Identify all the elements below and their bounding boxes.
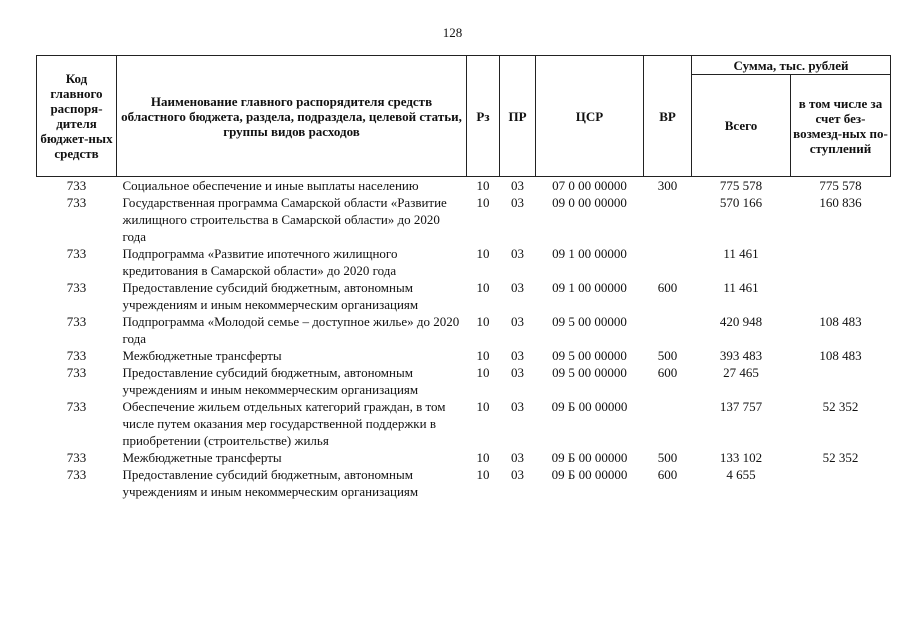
row-csr: 09 Б 00 00000	[551, 467, 628, 482]
row-pr: 03	[511, 246, 524, 261]
row-name: Предоставление субсидий бюджетным, автономным учреждениям и иным некоммерческим организациям	[122, 365, 419, 397]
row-free	[791, 245, 891, 279]
row-name: Подпрограмма «Молодой семье – доступное жилье» до 2020 года	[122, 314, 460, 346]
row-code: 733	[66, 195, 87, 210]
row-name: Государственная программа Самарской области «Развитие жилищного строительства в Самарской области» до 2020 года	[122, 195, 447, 244]
budget-table	[36, 55, 891, 500]
header-total: Всего	[692, 75, 791, 177]
row-csr: 09 0 00 00000	[552, 195, 627, 210]
row-name: Предоставление субсидий бюджетным, автономным учреждениям и иным некоммерческим организациям	[122, 467, 419, 499]
row-csr: 09 1 00 00000	[552, 280, 627, 295]
row-free: 775 578	[819, 178, 862, 193]
row-csr: 09 5 00 00000	[552, 314, 627, 329]
row-code: 733	[66, 246, 87, 261]
row-free	[791, 279, 891, 313]
row-name: Межбюджетные трансферты	[122, 450, 282, 465]
row-pr: 03	[511, 365, 524, 380]
row-name: Обеспечение жильем отдельных категорий граждан, в том числе путем оказания мер государственной поддержки в приобретении (строительстве) жилья	[122, 399, 446, 448]
row-code: 733	[66, 178, 87, 193]
table-row	[37, 347, 891, 364]
row-free: 108 483	[819, 348, 862, 363]
header-csr: ЦСР	[536, 56, 644, 177]
header-free: в том числе за счет без-возмезд-ных по-ступлений	[791, 75, 891, 177]
row-csr: 09 Б 00 00000	[551, 450, 628, 465]
row-rz: 10	[476, 399, 490, 414]
row-total: 420 948	[719, 314, 763, 329]
row-name: Межбюджетные трансферты	[122, 348, 282, 363]
page-number: 128	[442, 25, 463, 40]
row-rz: 10	[476, 246, 490, 261]
row-free: 52 352	[822, 450, 859, 465]
row-rz: 10	[476, 450, 490, 465]
row-vr: 500	[657, 450, 678, 465]
header-code: Код главного распоря-дителя бюджет-ных средств	[37, 56, 117, 177]
row-total: 27 465	[723, 365, 759, 380]
table-row	[37, 364, 891, 398]
row-total: 11 461	[723, 280, 759, 295]
row-vr: 300	[657, 178, 678, 193]
row-vr: 600	[657, 467, 678, 482]
header-pr: ПР	[500, 56, 536, 177]
table-row	[37, 398, 891, 449]
row-pr: 03	[511, 348, 524, 363]
row-total: 775 578	[719, 178, 763, 193]
row-rz: 10	[476, 178, 490, 193]
row-name: Социальное обеспечение и иные выплаты населению	[122, 178, 419, 193]
row-code: 733	[66, 450, 87, 465]
row-pr: 03	[511, 178, 524, 193]
row-free: 160 836	[819, 195, 862, 210]
row-vr	[644, 398, 692, 449]
row-pr: 03	[511, 314, 524, 329]
row-csr: 07 0 00 00000	[552, 178, 627, 193]
table-row	[37, 466, 891, 500]
table-row	[37, 194, 891, 245]
row-total: 4 655	[726, 467, 756, 482]
row-code: 733	[66, 348, 87, 363]
row-code: 733	[66, 280, 87, 295]
row-rz: 10	[476, 314, 490, 329]
header-rz: Рз	[467, 56, 500, 177]
row-pr: 03	[511, 195, 524, 210]
row-name: Подпрограмма «Развитие ипотечного жилищного кредитования в Самарской области» до 2020 года	[122, 246, 398, 278]
row-free: 52 352	[822, 399, 859, 414]
table-row	[37, 449, 891, 466]
row-code: 733	[66, 467, 87, 482]
header-sum-group: Сумма, тыс. рублей	[692, 56, 891, 75]
row-csr: 09 5 00 00000	[552, 365, 627, 380]
row-free: 108 483	[819, 314, 862, 329]
row-csr: 09 Б 00 00000	[551, 399, 628, 414]
row-vr: 600	[657, 280, 678, 295]
row-vr	[644, 194, 692, 245]
table-row	[37, 313, 891, 347]
header-vr: ВР	[644, 56, 692, 177]
row-name: Предоставление субсидий бюджетным, автономным учреждениям и иным некоммерческим организациям	[122, 280, 419, 312]
row-rz: 10	[476, 467, 490, 482]
row-total: 393 483	[719, 348, 763, 363]
table-row	[37, 279, 891, 313]
table-row	[37, 245, 891, 279]
row-total: 133 102	[719, 450, 763, 465]
row-vr: 500	[657, 348, 678, 363]
table-row	[37, 177, 891, 195]
row-rz: 10	[476, 280, 490, 295]
row-csr: 09 5 00 00000	[552, 348, 627, 363]
row-csr: 09 1 00 00000	[552, 246, 627, 261]
row-code: 733	[66, 365, 87, 380]
header-name: Наименование главного распорядителя средств областного бюджета, раздела, подраздела, целевой статьи, группы видов расходов	[117, 56, 467, 177]
row-total: 570 166	[719, 195, 763, 210]
row-rz: 10	[476, 348, 490, 363]
row-pr: 03	[511, 450, 524, 465]
row-vr	[644, 245, 692, 279]
row-total: 137 757	[719, 399, 763, 414]
row-vr: 600	[657, 365, 678, 380]
row-vr	[644, 313, 692, 347]
row-free	[791, 466, 891, 500]
row-pr: 03	[511, 467, 524, 482]
row-total: 11 461	[723, 246, 759, 261]
row-code: 733	[66, 314, 87, 329]
row-pr: 03	[511, 280, 524, 295]
row-pr: 03	[511, 399, 524, 414]
row-free	[791, 364, 891, 398]
row-code: 733	[66, 399, 87, 414]
row-rz: 10	[476, 365, 490, 380]
row-rz: 10	[476, 195, 490, 210]
